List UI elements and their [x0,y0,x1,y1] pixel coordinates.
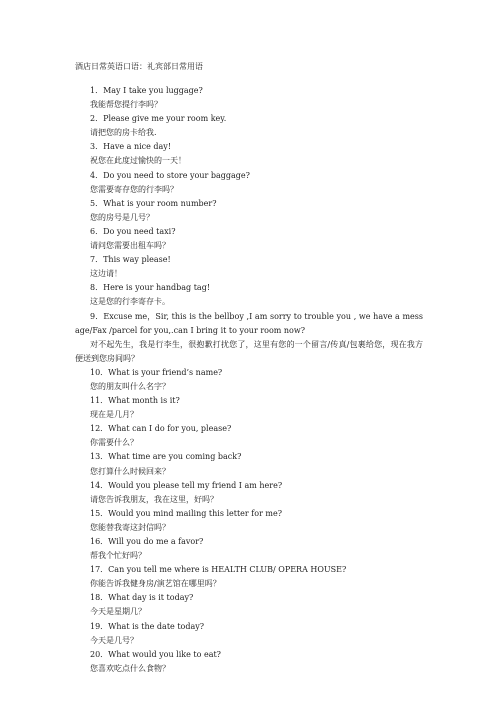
phrase-chinese: 今天是星期几？ [90,607,146,617]
phrase-english: 17．Can you tell me where is HEALTH CLUB/ OPERA HOUSE? [90,565,347,575]
phrase-english: 1．May I take you luggage? [90,86,203,95]
phrase-english: 12．What can I do for you, please? [90,424,232,434]
phrase-chinese: 我能帮您提行李吗？ [90,100,162,110]
phrase-chinese: 你能告诉我健身房/演艺馆在哪里吗？ [90,579,221,589]
phrase-chinese: 帮我个忙好吗？ [90,551,146,561]
phrase-english: 16．Will you do me a favor? [90,537,204,546]
phrase-english: 6．Do you need taxi? [90,226,176,236]
phrase-chinese: 祝您在此度过愉快的一天！ [90,156,186,166]
phrase-english: 4．Do you need to store your baggage? [90,170,250,180]
phrase-english: 2．Please give me your room key. [90,114,227,124]
phrase-chinese: 请您告诉我朋友，我在这里，好吗？ [90,494,218,504]
phrase-chinese: 今天是几号？ [90,635,138,645]
phrase-chinese: 您能替我寄这封信吗？ [90,522,170,532]
phrase-chinese: 这边请！ [90,269,122,279]
phrase-english: 8．Here is your handbag tag! [90,283,211,293]
phrase-english: 13．What time are you coming back? [90,452,242,462]
phrase-chinese: 您需要寄存您的行李吗？ [90,184,178,194]
phrase-english: 11．What month is it? [90,396,180,406]
phrase-chinese: 请把您的房卡给我. [90,128,157,138]
phrase-english: 3．Have a nice day! [90,142,172,152]
phrase-english: 5．What is your room number? [90,198,217,208]
phrase-list [75,84,423,676]
phrase-english: 14．Would you please tell my friend I am here? [90,480,283,490]
phrase-english: 10．What is your friend’s name? [90,367,223,377]
document-title: 酒店日常英语口语：礼宾部日常用语 [75,62,203,71]
phrase-english: 7．This way please! [90,255,171,265]
phrase-chinese: 对不起先生，我是行李生，很抱歉打扰您了，这里有您的一个留言/传真/包裹给您，现在我方便送到您房间吗？ [75,339,423,363]
phrase-chinese: 您打算什么时候回来？ [90,466,170,476]
phrase-english: 18．What day is it today? [90,593,194,603]
phrase-chinese: 现在是几月？ [90,410,138,420]
phrase-chinese: 请问您需要出租车吗？ [90,241,170,251]
phrase-english: 19．What is the date today? [90,621,205,631]
phrase-chinese: 你需要什么？ [90,438,138,448]
phrase-chinese: 您喜欢吃点什么食物？ [90,663,170,673]
phrase-chinese: 您的房号是几号？ [90,212,154,222]
phrase-chinese: 您的朋友叫什么名字？ [90,381,170,391]
phrase-english: 9．Excuse me，Sir, this is the bellboy ,I am sorry to trouble you , we have a message/Fax /parcel for you,.can I bring it to your room now? [75,311,423,335]
phrase-chinese: 这是您的行李寄存卡。 [90,297,170,307]
phrase-english: 20．What would you like to eat? [90,649,221,659]
phrase-english: 15．Would you mind mailing this letter for me? [90,508,283,518]
